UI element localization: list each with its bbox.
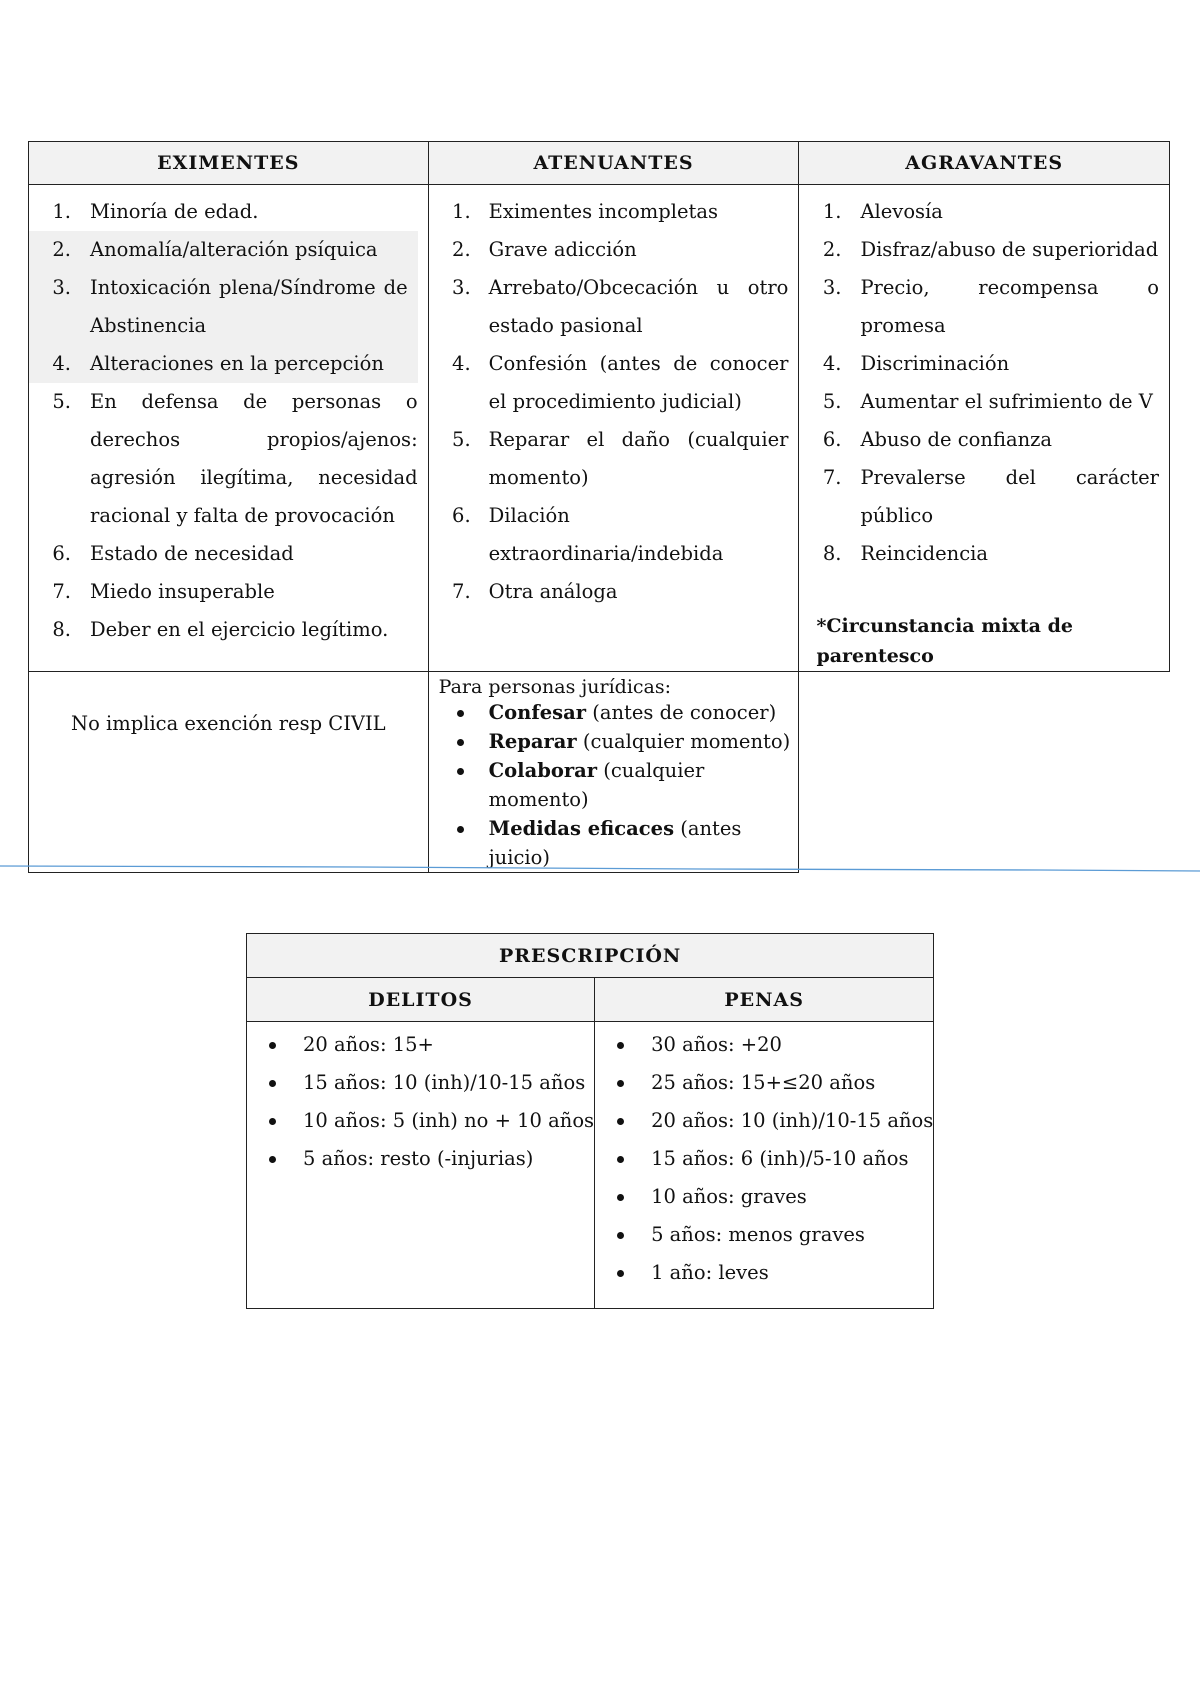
item-number: 6. [822, 428, 842, 451]
prescripcion-body-row [247, 1022, 934, 1309]
item-text: Prevalerse del carácter público [860, 466, 1159, 527]
item-text: Alevosía [860, 200, 943, 223]
empty-cell [799, 672, 1170, 873]
agravante-item [799, 231, 1169, 269]
circumstances-header-row [29, 142, 1170, 185]
civil-note: No implica exención resp CIVIL [71, 712, 386, 735]
item-number: 2. [52, 238, 71, 261]
atenuante-item [429, 421, 799, 497]
pena-item: 5 años: menos graves [617, 1216, 933, 1254]
header-atenuantes: ATENUANTES [428, 142, 799, 185]
juridicas-item-detail: (antes de conocer) [586, 701, 777, 724]
atenuantes-cell [428, 185, 799, 672]
item-text: Aumentar el sufrimiento de V [860, 390, 1153, 413]
pena-item: 30 años: +20 [617, 1026, 933, 1064]
agravante-item [799, 421, 1169, 459]
item-number: 4. [52, 352, 71, 375]
header-delitos: DELITOS [247, 978, 595, 1022]
item-number: 5. [52, 390, 71, 413]
item-number: 8. [822, 542, 842, 565]
prescripcion-title: PRESCRIPCIÓN [247, 934, 934, 978]
eximente-item [29, 231, 418, 269]
atenuante-item [429, 231, 799, 269]
circumstances-body-row [29, 185, 1170, 672]
juridicas-item [457, 756, 799, 814]
item-text: Abuso de confianza [860, 428, 1053, 451]
item-text: Reincidencia [860, 542, 988, 565]
juridicas-title: Para personas jurídicas: [438, 676, 672, 698]
header-eximentes: EXIMENTES [29, 142, 429, 185]
item-text: Confesión (antes de conocer el procedimiento judicial) [488, 352, 789, 413]
item-text: Reparar el daño (cualquier momento) [488, 428, 789, 489]
eximentes-list [29, 193, 428, 649]
item-number: 1. [52, 200, 71, 223]
item-text: Disfraz/abuso de superioridad [860, 238, 1159, 261]
agravante-item [799, 535, 1169, 573]
eximente-item [29, 573, 428, 611]
mixta-note: *Circunstancia mixta de parentesco [816, 615, 1073, 667]
atenuante-item [429, 345, 799, 421]
item-number: 3. [452, 276, 471, 299]
agravante-item [799, 345, 1169, 383]
pena-item: 25 años: 15+≤20 años [617, 1064, 933, 1102]
item-text: Alteraciones en la percepción [90, 352, 384, 375]
item-text: Eximentes incompletas [488, 200, 718, 223]
item-number: 5. [822, 390, 842, 413]
item-number: 4. [822, 352, 842, 375]
juridicas-item-detail: (cualquier momento) [576, 730, 791, 753]
item-text: Miedo insuperable [90, 580, 275, 603]
juridicas-item-detail: (antes juicio) [488, 817, 742, 869]
delito-item: 5 años: resto (-injurias) [269, 1140, 594, 1178]
pena-item: 20 años: 10 (inh)/10-15 años [617, 1102, 933, 1140]
prescripcion-title-row [247, 934, 934, 978]
item-text: Intoxicación plena/Síndrome de Abstinencia [90, 276, 408, 337]
eximente-item [29, 383, 428, 535]
item-text: Precio, recompensa o promesa [860, 276, 1159, 337]
pena-item: 15 años: 6 (inh)/5-10 años [617, 1140, 933, 1178]
item-text: Otra análoga [488, 580, 618, 603]
atenuante-item [429, 497, 799, 573]
item-number: 7. [52, 580, 71, 603]
item-number: 4. [452, 352, 471, 375]
delito-item: 20 años: 15+ [269, 1026, 594, 1064]
item-text: Discriminación [860, 352, 1010, 375]
item-text: Anomalía/alteración psíquica [90, 238, 378, 261]
header-agravantes: AGRAVANTES [799, 142, 1170, 185]
juridicas-item-keyword: Medidas eficaces [488, 817, 675, 840]
item-number: 6. [52, 542, 71, 565]
juridicas-item-keyword: Reparar [488, 730, 577, 753]
agravante-item [799, 459, 1169, 535]
juridicas-item [457, 698, 799, 727]
item-text: En defensa de personas o derechos propios/ajenos: agresión ilegítima, necesidad racional y falta de provocación [90, 390, 418, 527]
eximente-item [29, 535, 428, 573]
item-number: 1. [822, 200, 842, 223]
juridicas-item-keyword: Confesar [488, 701, 587, 724]
circumstances-table [28, 141, 1170, 873]
separator-line [0, 858, 1200, 878]
prescripcion-table [246, 933, 934, 1309]
delitos-list [247, 1026, 594, 1178]
item-text: Dilación extraordinaria/indebida [488, 504, 724, 565]
juridicas-cell [428, 672, 799, 873]
agravantes-cell [799, 185, 1170, 672]
agravante-item [799, 269, 1169, 345]
agravante-item [799, 383, 1169, 421]
prescripcion-header-row [247, 978, 934, 1022]
item-number: 3. [822, 276, 842, 299]
item-text: Grave adicción [488, 238, 637, 261]
item-number: 8. [52, 618, 71, 641]
pena-item: 1 año: leves [617, 1254, 933, 1292]
item-number: 2. [452, 238, 471, 261]
item-text: Estado de necesidad [90, 542, 294, 565]
eximente-item [29, 193, 428, 231]
eximente-item [29, 611, 428, 649]
penas-cell [595, 1022, 934, 1309]
agravante-item [799, 193, 1169, 231]
item-text: Deber en el ejercicio legítimo. [90, 618, 389, 641]
juridicas-item-detail: (cualquier momento) [488, 759, 705, 811]
atenuante-item [429, 269, 799, 345]
item-number: 7. [452, 580, 471, 603]
delitos-cell [247, 1022, 595, 1309]
eximentes-cell [29, 185, 429, 672]
atenuante-item [429, 573, 799, 611]
delito-item: 10 años: 5 (inh) no + 10 años [269, 1102, 594, 1140]
juridicas-list [429, 698, 799, 872]
item-number: 5. [452, 428, 471, 451]
circumstances-footer-row [29, 672, 1170, 873]
item-number: 2. [822, 238, 842, 261]
header-penas: PENAS [595, 978, 934, 1022]
item-text: Arrebato/Obcecación u otro estado pasional [488, 276, 789, 337]
eximente-item [29, 269, 418, 345]
agravantes-list [799, 193, 1169, 573]
item-number: 6. [452, 504, 471, 527]
juridicas-item [457, 727, 799, 756]
atenuantes-list [429, 193, 799, 611]
juridicas-item-keyword: Colaborar [488, 759, 598, 782]
item-number: 1. [452, 200, 471, 223]
item-number: 3. [52, 276, 71, 299]
penas-list [595, 1026, 933, 1292]
item-number: 7. [822, 466, 842, 489]
eximente-item [29, 345, 418, 383]
item-text: Minoría de edad. [90, 200, 259, 223]
delito-item: 15 años: 10 (inh)/10-15 años [269, 1064, 594, 1102]
pena-item: 10 años: graves [617, 1178, 933, 1216]
civil-note-cell [29, 672, 429, 873]
atenuante-item [429, 193, 799, 231]
